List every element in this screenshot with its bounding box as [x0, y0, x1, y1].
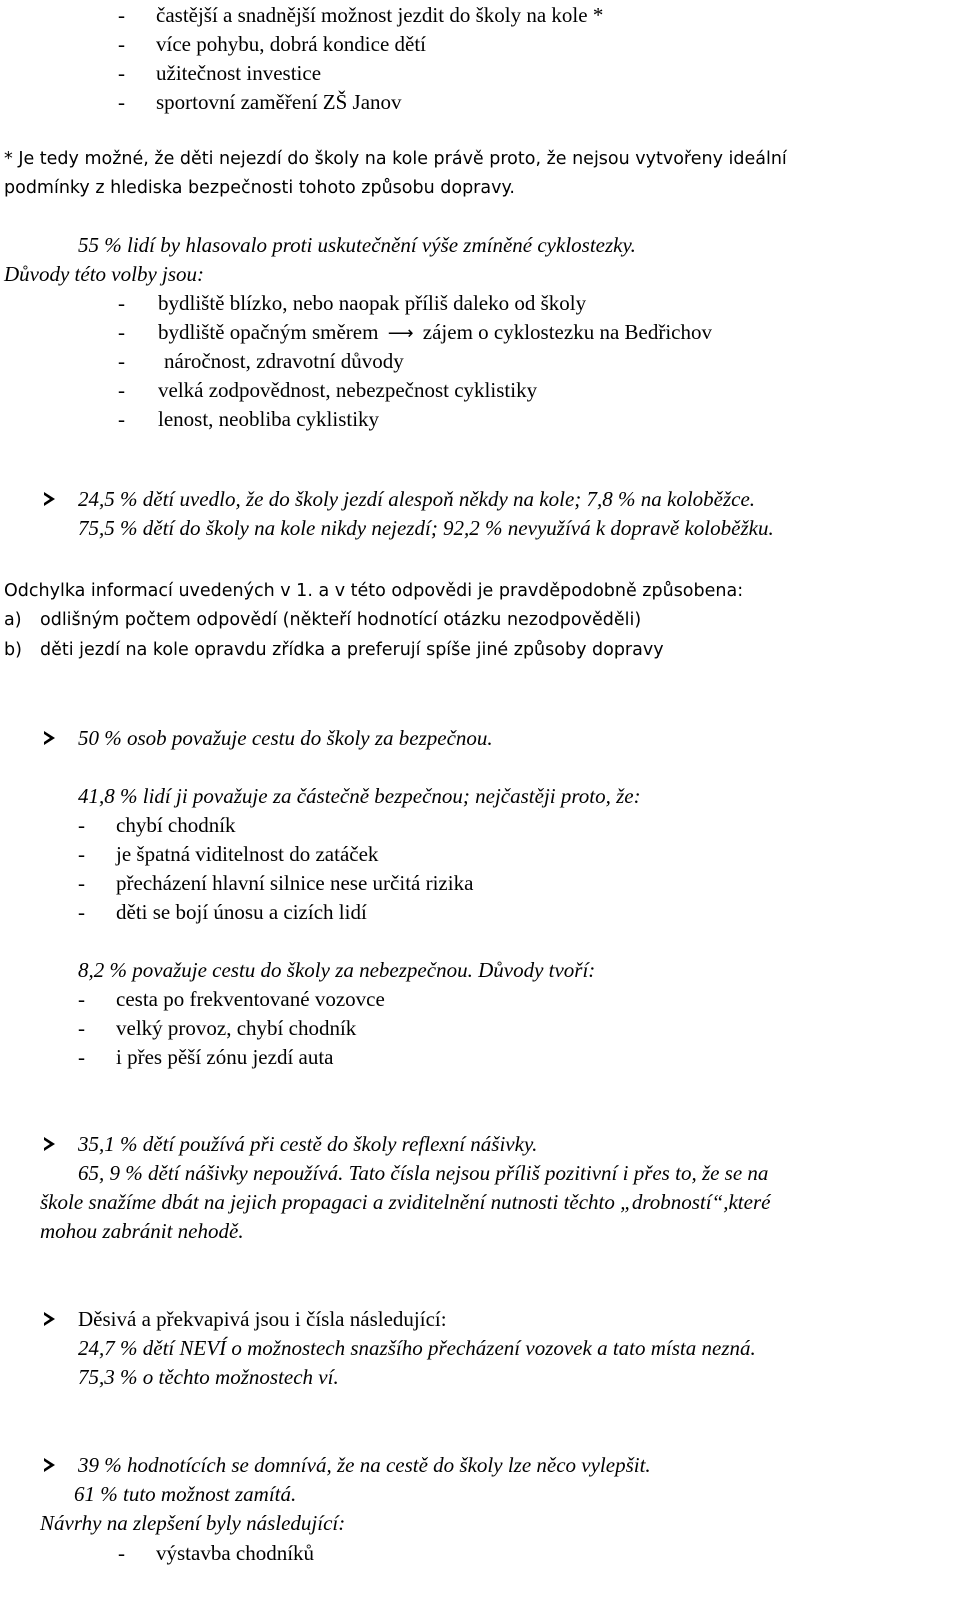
arrowhead-bullet-icon — [44, 1458, 55, 1472]
arrowhead-bullet-icon — [44, 731, 55, 745]
deviation-note: Odchylka informací uvedených v 1. a v této odpovědi je pravděpodobně způsobena: — [4, 581, 744, 601]
list-item: - velký provoz, chybí chodník — [78, 1016, 357, 1040]
list-item: - lenost, neobliba cyklistiky — [118, 407, 380, 431]
reasons-intro: Důvody této volby jsou: — [4, 262, 205, 286]
footnote-line: * Je tedy možné, že děti nejezdí do školy na kole právě proto, že nejsou vytvořeny ideální — [4, 149, 787, 169]
list-item: - náročnost, zdravotní důvody — [118, 349, 404, 373]
section-heading: 55 % lidí by hlasovalo proti uskutečnění výše zmíněné cyklostezky. — [78, 233, 636, 257]
list-item: - cesta po frekventované vozovce — [78, 987, 385, 1011]
list-item: - je špatná viditelnost do zatáček — [78, 842, 379, 866]
paragraph-line: 24,5 % dětí uvedlo, že do školy jezdí alespoň někdy na kole; 7,8 % na koloběžce. — [78, 487, 756, 511]
list-item: a) odlišným počtem odpovědí (někteří hodnotící otázku nezodpověděli) — [4, 610, 642, 630]
arrow-right-icon: ⟶ — [387, 323, 414, 344]
paragraph-line: škole snažíme dbát na jejich propagaci a zviditelnění nutnosti těchto „drobností“,které — [40, 1190, 771, 1214]
list-item: - bydliště opačným směrem ⟶ zájem o cyklostezku na Bedřichov — [118, 320, 712, 344]
paragraph-line: 61 % tuto možnost zamítá. — [74, 1482, 297, 1506]
list-item: - děti se bojí únosu a cizích lidí — [78, 900, 367, 924]
paragraph-line: 41,8 % lidí ji považuje za částečně bezpečnou; nejčastěji proto, že: — [78, 784, 641, 808]
arrowhead-bullet-icon — [44, 492, 55, 506]
paragraph-line: 8,2 % považuje cestu do školy za nebezpečnou. Důvody tvoří: — [78, 958, 596, 982]
list-item: - výstavba chodníků — [118, 1541, 315, 1565]
paragraph-line: 65, 9 % dětí nášivky nepoužívá. Tato čísla nejsou příliš pozitivní i přes to, že se na — [78, 1161, 769, 1185]
section-heading: Děsivá a překvapivá jsou i čísla následující: — [78, 1307, 447, 1331]
section-heading: 35,1 % dětí používá při cestě do školy reflexní nášivky. — [78, 1132, 538, 1156]
list-item: b) děti jezdí na kole opravdu zřídka a preferují spíše jiné způsoby dopravy — [4, 640, 664, 660]
paragraph-line: 24,7 % dětí NEVÍ o možnostech snazšího přecházení vozovek a tato místa nezná. — [78, 1336, 756, 1360]
arrowhead-bullet-icon — [44, 1137, 55, 1151]
list-item: - i přes pěší zónu jezdí auta — [78, 1045, 334, 1069]
paragraph-line: Návrhy na zlepšení byly následující: — [40, 1511, 346, 1535]
section-heading: 50 % osob považuje cestu do školy za bezpečnou. — [78, 726, 493, 750]
section-heading: 39 % hodnotících se domnívá, že na cestě do školy lze něco vylepšit. — [78, 1453, 651, 1477]
list-item: - více pohybu, dobrá kondice dětí — [118, 32, 427, 56]
paragraph-line: 75,5 % dětí do školy na kole nikdy nejezdí; 92,2 % nevyužívá k dopravě koloběžku. — [78, 516, 774, 540]
footnote-line: podmínky z hlediska bezpečnosti tohoto způsobu dopravy. — [4, 178, 515, 198]
arrowhead-bullet-icon — [44, 1312, 55, 1326]
paragraph-line: mohou zabránit nehodě. — [40, 1219, 244, 1243]
list-item: - bydliště blízko, nebo naopak příliš daleko od školy — [118, 291, 587, 315]
list-item: - častější a snadnější možnost jezdit do školy na kole * — [118, 3, 604, 27]
list-item: - chybí chodník — [78, 813, 236, 837]
paragraph-line: 75,3 % o těchto možnostech ví. — [78, 1365, 339, 1389]
list-item: - sportovní zaměření ZŠ Janov — [118, 90, 402, 114]
list-item: - přecházení hlavní silnice nese určitá rizika — [78, 871, 474, 895]
list-item: - velká zodpovědnost, nebezpečnost cyklistiky — [118, 378, 538, 402]
list-item: - užitečnost investice — [118, 61, 322, 85]
